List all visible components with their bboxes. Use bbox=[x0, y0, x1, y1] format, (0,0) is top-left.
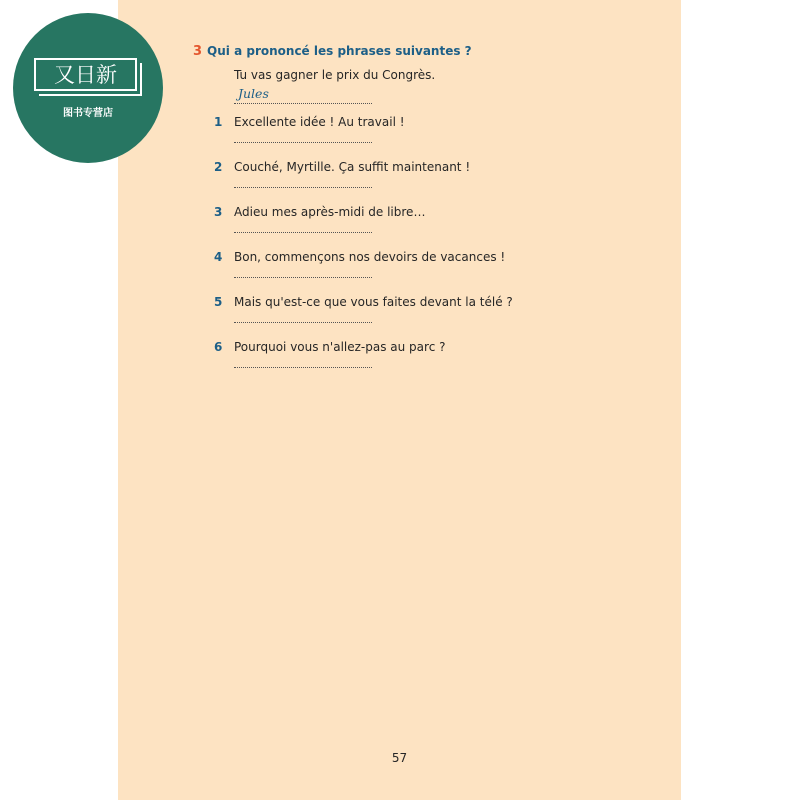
answer-line[interactable] bbox=[234, 322, 372, 323]
question-item-5 bbox=[214, 294, 634, 334]
page-number: 57 bbox=[391, 751, 408, 765]
exercise-heading bbox=[193, 43, 472, 60]
question-item-6 bbox=[214, 339, 634, 379]
question-number: 3 bbox=[214, 205, 223, 219]
question-text: Adieu mes après-midi de libre… bbox=[234, 205, 426, 219]
answer-line[interactable] bbox=[234, 367, 372, 368]
example-sentence: Tu vas gagner le prix du Congrès. bbox=[234, 68, 436, 82]
example-answer-line bbox=[234, 85, 372, 104]
answer-line[interactable] bbox=[234, 187, 372, 188]
question-text: Bon, commençons nos devoirs de vacances ! bbox=[234, 250, 506, 264]
logo-frame bbox=[34, 58, 137, 91]
logo-title: 又日新 bbox=[54, 63, 117, 87]
question-item-2 bbox=[214, 159, 634, 199]
question-text: Excellente idée ! Au travail ! bbox=[234, 115, 405, 129]
question-text: Couché, Myrtille. Ça suffit maintenant ! bbox=[234, 160, 471, 174]
answer-line[interactable] bbox=[234, 142, 372, 143]
question-number: 6 bbox=[214, 340, 223, 354]
question-number: 5 bbox=[214, 295, 223, 309]
question-text: Pourquoi vous n'allez-pas au parc ? bbox=[234, 340, 446, 354]
example-answer: Jules bbox=[238, 86, 269, 101]
question-text: Mais qu'est-ce que vous faites devant la télé ? bbox=[234, 295, 513, 309]
exercise-number: 3 bbox=[193, 44, 203, 59]
question-item-1 bbox=[214, 114, 634, 154]
exercise-instruction: Qui a prononcé les phrases suivantes ? bbox=[207, 44, 472, 58]
question-number: 1 bbox=[214, 115, 223, 129]
question-number: 4 bbox=[214, 250, 223, 264]
question-item-3 bbox=[214, 204, 634, 244]
question-item-4 bbox=[214, 249, 634, 289]
answer-line[interactable] bbox=[234, 277, 372, 278]
answer-line[interactable] bbox=[234, 232, 372, 233]
store-watermark-logo bbox=[13, 13, 163, 163]
question-number: 2 bbox=[214, 160, 223, 174]
book-page bbox=[118, 0, 681, 800]
logo-subtitle: 图书专营店 bbox=[63, 108, 113, 119]
